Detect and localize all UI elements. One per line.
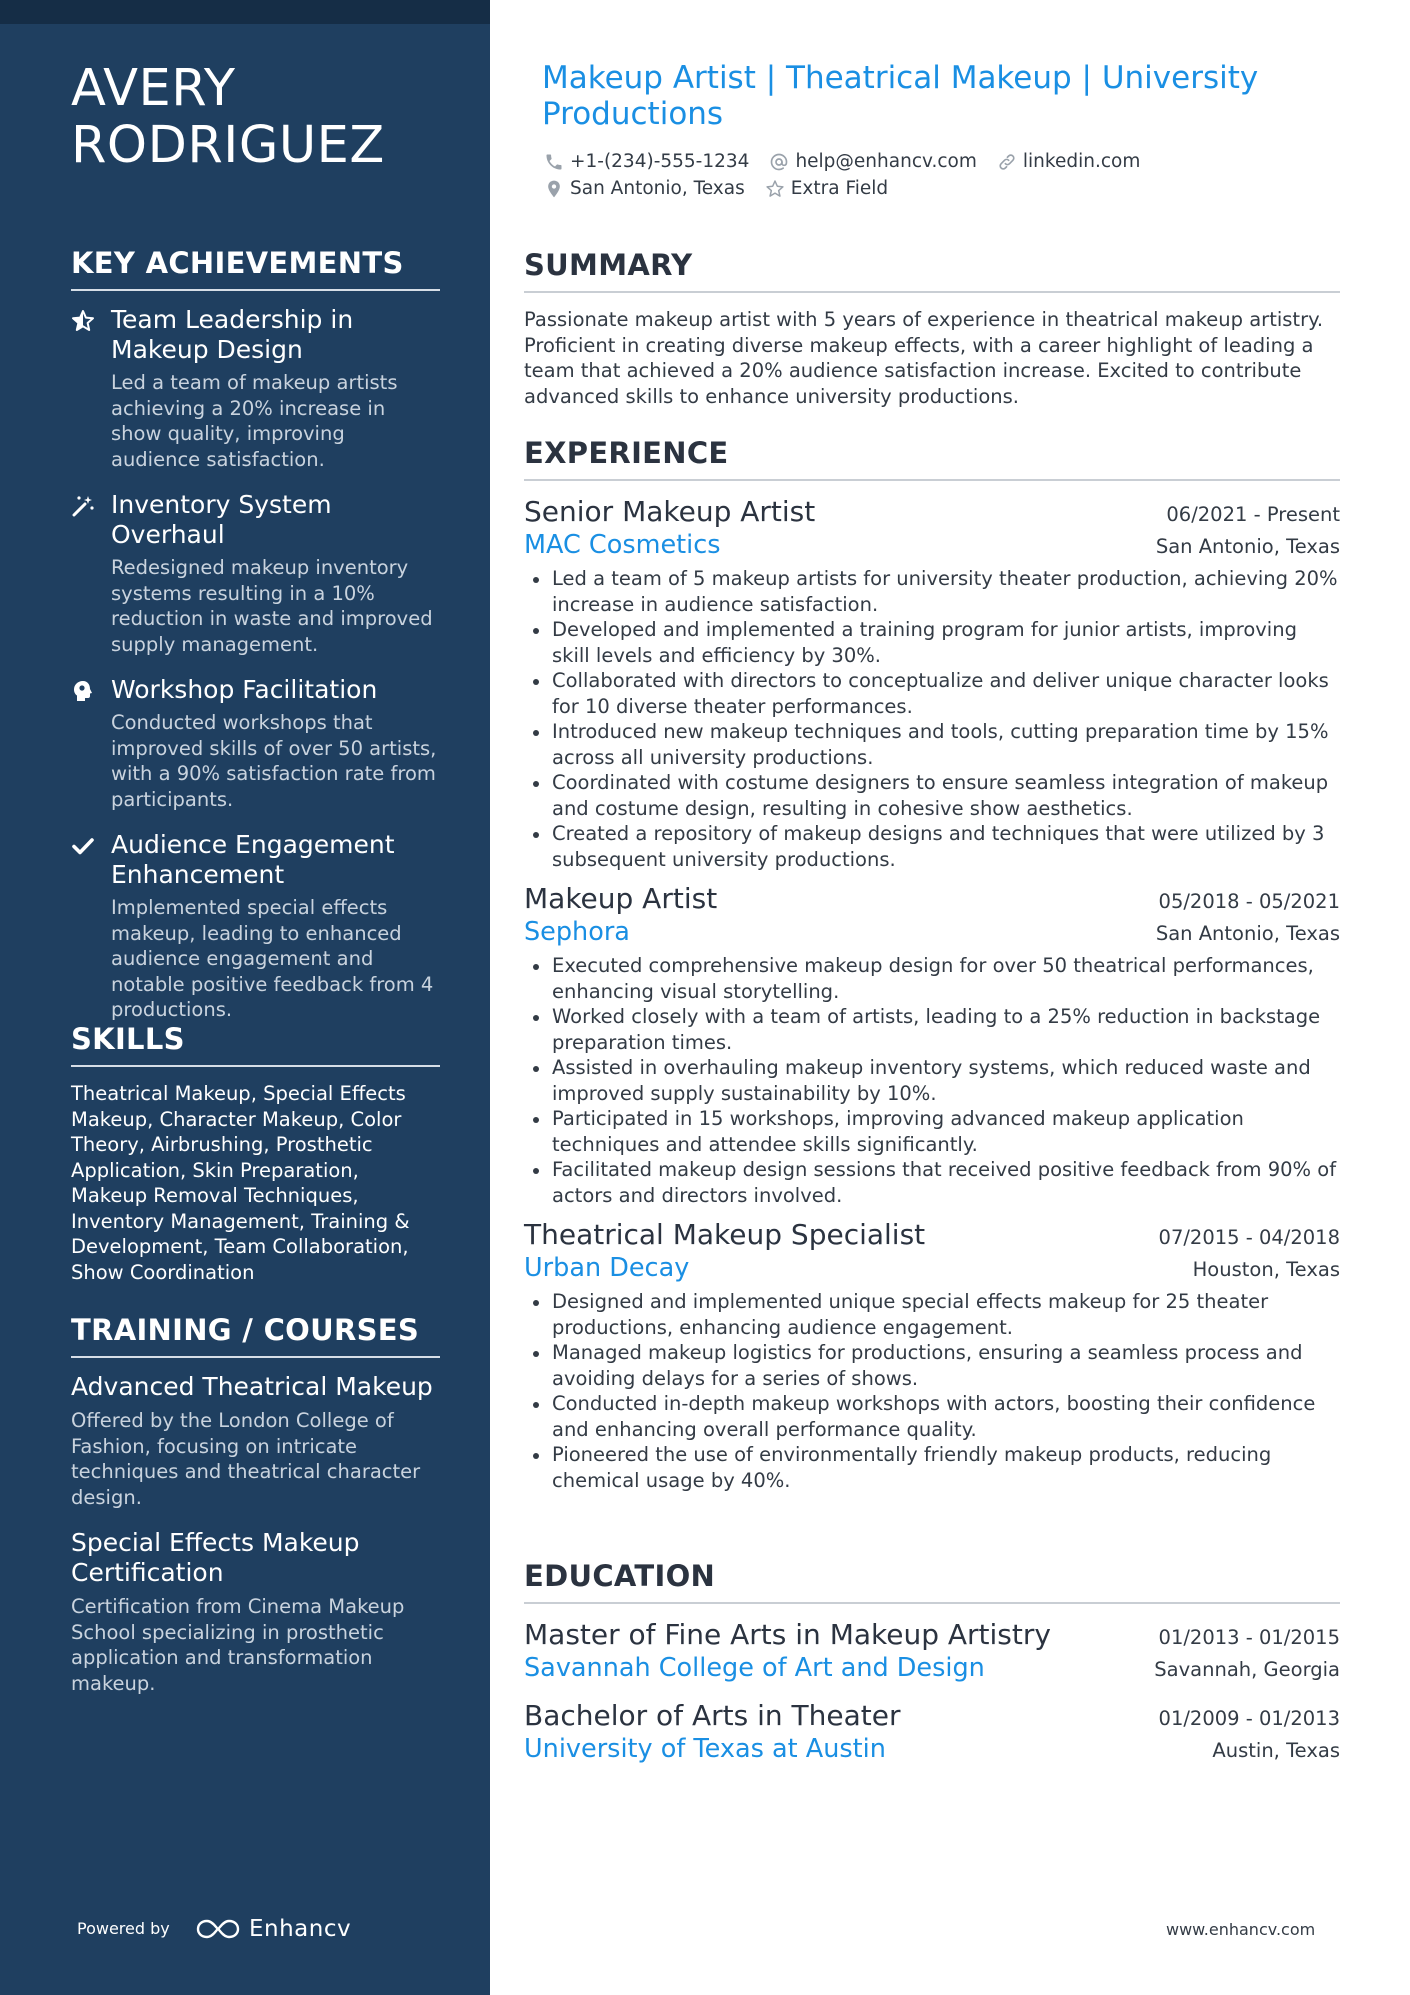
- bullet-item: Developed and implemented a training program for junior artists, improving skill levels and efficiency by 30%.: [524, 617, 1340, 668]
- sidebar-top-band: [0, 0, 490, 24]
- at-icon: [769, 152, 789, 172]
- achievement-item: [71, 830, 440, 1023]
- training-heading: TRAINING / COURSES: [71, 1313, 440, 1358]
- job-entry: [524, 1218, 1340, 1493]
- training-section: [71, 1313, 440, 1714]
- achievement-item: [71, 675, 440, 812]
- education-entry: [524, 1618, 1340, 1685]
- job-entry: [524, 495, 1340, 872]
- course-title: Special Effects Makeup Certification: [71, 1528, 360, 1587]
- achievement-title: Inventory System Overhaul: [111, 490, 332, 549]
- job-bullets: [524, 953, 1340, 1208]
- bullet-item: Designed and implemented unique special effects makeup for 25 theater productions, enhancing audience engagement.: [524, 1289, 1340, 1340]
- job-company: Urban Decay: [524, 1253, 690, 1283]
- check-icon: [71, 834, 95, 858]
- map-pin-icon: [544, 179, 564, 199]
- achievement-desc: Led a team of makeup artists achieving a 20% increase in show quality, improving audience satisfaction.: [111, 371, 398, 471]
- course-desc: Offered by the London College of Fashion, focusing on intricate techniques and theatrical character design.: [71, 1409, 421, 1509]
- phone-icon: [544, 152, 564, 172]
- bullet-item: Pioneered the use of environmentally friendly makeup products, reducing chemical usage by 40%.: [524, 1442, 1340, 1493]
- wand-icon: [71, 494, 95, 518]
- bullet-item: Introduced new makeup techniques and tools, cutting preparation time by 15% across all university productions.: [524, 719, 1340, 770]
- job-location: San Antonio, Texas: [1155, 535, 1340, 558]
- job-date: 05/2018 - 05/2021: [1158, 890, 1340, 913]
- key-achievements-heading: KEY ACHIEVEMENTS: [71, 246, 440, 291]
- job-entry: [524, 882, 1340, 1208]
- school-location: Savannah, Georgia: [1154, 1658, 1340, 1681]
- powered-by-label: Powered by: [77, 1919, 170, 1938]
- bullet-item: Managed makeup logistics for productions, ensuring a seamless process and avoiding delays for a series of shows.: [524, 1340, 1340, 1391]
- linkedin-text: linkedin.com: [1022, 151, 1141, 172]
- job-location: Houston, Texas: [1192, 1258, 1340, 1281]
- link-icon: [997, 152, 1017, 172]
- contact-info: [544, 148, 1334, 202]
- achievement-title: Audience Engagement Enhancement: [111, 830, 395, 889]
- degree-title: Bachelor of Arts in Theater: [524, 1699, 901, 1732]
- bullet-item: Executed comprehensive makeup design for over 50 theatrical performances, enhancing visual storytelling.: [524, 953, 1340, 1004]
- bullet-item: Facilitated makeup design sessions that received positive feedback from 90% of actors and directors involved.: [524, 1157, 1340, 1208]
- bullet-item: Conducted in-depth makeup workshops with actors, boosting their confidence and enhancing overall performance quality.: [524, 1391, 1340, 1442]
- course-item: [71, 1528, 440, 1696]
- education-date: 01/2013 - 01/2015: [1158, 1626, 1340, 1649]
- job-title: Senior Makeup Artist: [524, 495, 816, 528]
- contact-linkedin[interactable]: [997, 151, 1140, 172]
- skills-heading: SKILLS: [71, 1022, 440, 1067]
- headline: Makeup Artist | Theatrical Makeup | University Productions: [542, 60, 1259, 132]
- job-bullets: [524, 1289, 1340, 1493]
- achievement-item: [71, 490, 440, 657]
- bullet-item: Led a team of 5 makeup artists for university theater production, achieving 20% increase in audience satisfaction.: [524, 566, 1340, 617]
- footer-url[interactable]: www.enhancv.com: [1166, 1920, 1316, 1939]
- achievement-title: Workshop Facilitation: [111, 675, 378, 704]
- key-achievements-section: [71, 246, 440, 1041]
- school-name: Savannah College of Art and Design: [524, 1653, 985, 1683]
- phone-text: +1-(234)-555-1234: [570, 151, 750, 172]
- bullet-item: Participated in 15 workshops, improving advanced makeup application techniques and attendee skills significantly.: [524, 1106, 1340, 1157]
- enhancv-logo[interactable]: [195, 1912, 351, 1946]
- contact-phone[interactable]: [544, 151, 749, 172]
- bullet-item: Collaborated with directors to conceptualize and deliver unique character looks for 10 diverse theater performances.: [524, 668, 1340, 719]
- bullet-item: Worked closely with a team of artists, leading to a 25% reduction in backstage preparation times.: [524, 1004, 1340, 1055]
- job-bullets: [524, 566, 1340, 872]
- summary-section: [524, 248, 1340, 409]
- job-date: 07/2015 - 04/2018: [1158, 1226, 1340, 1249]
- job-company: Sephora: [524, 917, 630, 947]
- experience-heading: EXPERIENCE: [524, 436, 1340, 481]
- course-title: Advanced Theatrical Makeup: [71, 1372, 433, 1401]
- candidate-name: AVERY RODRIGUEZ: [71, 59, 385, 175]
- summary-heading: SUMMARY: [524, 248, 1340, 293]
- contact-email[interactable]: [769, 151, 976, 172]
- job-company: MAC Cosmetics: [524, 530, 721, 560]
- achievement-desc: Conducted workshops that improved skills of over 50 artists, with a 90% satisfaction rate from participants.: [111, 711, 437, 811]
- location-text: San Antonio, Texas: [570, 178, 745, 199]
- infinity-logo-icon: [195, 1917, 241, 1941]
- email-text: help@enhancv.com: [795, 151, 977, 172]
- achievement-item: [71, 305, 440, 472]
- contact-extra: [765, 178, 888, 199]
- education-section: [524, 1559, 1340, 1780]
- job-location: San Antonio, Texas: [1155, 922, 1340, 945]
- bullet-item: Assisted in overhauling makeup inventory systems, which reduced waste and improved supply sustainability by 10%.: [524, 1055, 1340, 1106]
- education-entry: [524, 1699, 1340, 1766]
- sidebar: [0, 0, 490, 1995]
- job-date: 06/2021 - Present: [1166, 503, 1340, 526]
- extra-field-text: Extra Field: [790, 178, 889, 199]
- bullet-item: Created a repository of makeup designs and techniques that were utilized by 3 subsequent university productions.: [524, 821, 1340, 872]
- summary-text: Passionate makeup artist with 5 years of experience in theatrical makeup artistry. Proficient in creating diverse makeup effects, with a career highlight of leading a team that achieved a 20% audience satisfaction increase. Excited to contribute advanced skills to enhance university productions.: [524, 308, 1324, 408]
- education-heading: EDUCATION: [524, 1559, 1340, 1604]
- star-half-icon: [71, 309, 95, 333]
- achievement-desc: Redesigned makeup inventory systems resulting in a 10% reduction in waste and improved supply management.: [111, 556, 433, 656]
- course-item: [71, 1372, 440, 1510]
- brand-name: Enhancv: [249, 1916, 352, 1942]
- job-title: Theatrical Makeup Specialist: [524, 1218, 926, 1251]
- skills-section: [71, 1022, 440, 1285]
- achievement-title: Team Leadership in Makeup Design: [111, 305, 354, 364]
- degree-title: Master of Fine Arts in Makeup Artistry: [524, 1618, 1051, 1651]
- skills-list: Theatrical Makeup, Special Effects Makeup, Character Makeup, Color Theory, Airbrushing, Prosthetic Application, Skin Preparation, Makeup Removal Techniques, Inventory Management, Training & Development, Team Collaboration, Show Coordination: [71, 1082, 410, 1284]
- education-date: 01/2009 - 01/2013: [1158, 1707, 1340, 1730]
- head-icon: [71, 679, 95, 703]
- school-name: University of Texas at Austin: [524, 1734, 886, 1764]
- course-desc: Certification from Cinema Makeup School specializing in prosthetic application and transformation makeup.: [71, 1595, 405, 1695]
- bullet-item: Coordinated with costume designers to ensure seamless integration of makeup and costume design, resulting in cohesive show aesthetics.: [524, 770, 1340, 821]
- star-outline-icon: [765, 179, 785, 199]
- school-location: Austin, Texas: [1212, 1739, 1340, 1762]
- achievement-desc: Implemented special effects makeup, leading to enhanced audience engagement and notable positive feedback from 4 productions.: [111, 896, 434, 1021]
- experience-section: [524, 436, 1340, 1503]
- job-title: Makeup Artist: [524, 882, 718, 915]
- contact-location: [544, 178, 745, 199]
